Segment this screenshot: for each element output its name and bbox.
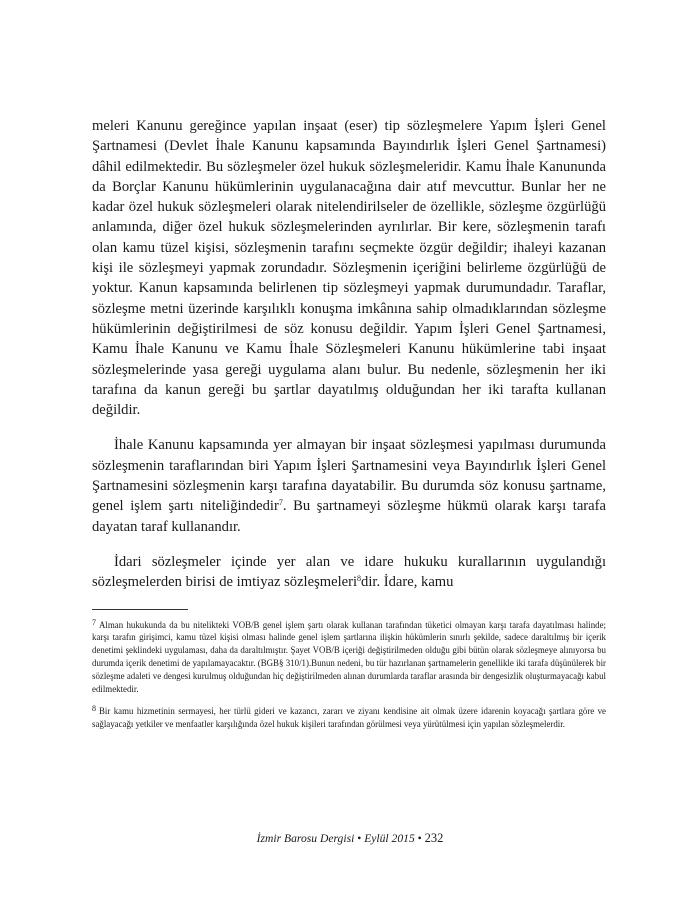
footnote-number: 8 xyxy=(92,703,96,713)
footnote-text: Alman hukukunda da bu nitelikteki VOB/B genel işlem şartı olarak kullanan tarafından tüketici olmayan karşı tarafa dayatılması halinde; karşı tarafın girişimci, kamu tüzel kişisi olması halinde genel işlem şartlarına ilişkin hükümlerin sınırlı şekilde, sadece daraltılmış bir içerik denetimi şeklindeki uygulaması, daha da daraltılmıştır. Şayet VOB/B içeriği değiştirilmeden olduğu gibi bütün olarak sözleşmeye alınıyorsa bu durumda içerik denetimi de yapılamayacaktır. (BGB§ 310/1).Bunun nedeni, bu tür hazırlanan şartnamelerin genellikle iki tarafa düşünülerek bir sözleşme adaleti ve dengesi kurulmuş olduğundan hiç değiştirilmeden alınan durumlarda taraflar arasında bir dengesizlik oluşturmayacağı kabul edilmektedir. xyxy=(92,619,606,695)
footer-separator: • xyxy=(417,832,422,845)
footnote-7 xyxy=(92,617,606,696)
journal-name: İzmir Barosu Dergisi xyxy=(256,832,355,845)
page-footer xyxy=(0,831,700,846)
paragraph-3-text: İdari sözleşmeler içinde yer alan ve idare hukuku kurallarının uygulandığı sözleşmelerden birisi de imtiyaz sözleşmeleri xyxy=(92,553,606,591)
paragraph-2-text-end: . Bu şartnameyi sözleşme hükmü olarak karşı tarafa dayatan taraf kullanandır. xyxy=(92,498,606,535)
footer-separator: • xyxy=(357,832,362,845)
page-content xyxy=(92,116,606,731)
footnote-text: Bir kamu hizmetinin sermayesi, her türlü gideri ve kazancı, zararı ve ziyanı kendisine ait olmak üzere idarenin koyacağı şartlara göre ve sağlayacağı yetkiler ve menfaatler karşılığında özel hukuk kişileri tarafından görülmesi veya yürütülmesi için yapılan sözleşmelerdir. xyxy=(92,705,606,729)
body-paragraph-3 xyxy=(92,552,606,593)
body-paragraph-1: meleri Kanunu gereğince yapılan inşaat (eser) tip sözleşmelere Yapım İşleri Genel Şartnamesi (Devlet İhale Kanunu kapsamında Bayındırlık İşleri Genel Şartnamesi) dâhil edilmektedir. Bu sözleşmeler özel hukuk sözleşmeleridir. Kamu İhale Kanununda da Borçlar Kanunu hükümlerinin uygulanacağına dair atıf mevcuttur. Bunlar her ne kadar özel hukuk sözleşmeleri olarak nitelendirilseler de özellikle, sözleşme özgürlüğü anlamında, diğer özel hukuk sözleşmelerinden ayrılırlar. Bir kere, sözleşmenin tarafı olan kamu tüzel kişisi, sözleşmenin tarafını seçmekte özgür değildir; ihaleyi kazanan kişi ile sözleşmeyi yapmak zorundadır. Sözleşmenin içeriğini belirleme özgürlüğü de yoktur. Kanun kapsamında belirlenen tip sözleşmeyi yapmak durumundadır. Taraflar, sözleşme metni üzerinde karşılıklı konuşma imkânına sahip olmadıklarından sözleşme hükümlerinin değiştirilmesi de söz konusu değildir. Yapım İşleri Genel Şartnamesi, Kamu İhale Kanunu ve Kamu İhale Sözleşmeleri Kanunu hükümlerine tabi inşaat sözleşmelerinde yasa gereği uygulama alanı bulur. Bu nedenle, sözleşmenin her iki tarafına da kanun gereği bu şartlar dayatılmış olduğundan her iki tarafta kullanan değildir. xyxy=(92,118,606,419)
footnote-8 xyxy=(92,703,606,731)
paragraph-3-text-end: dir. İdare, kamu xyxy=(361,574,454,591)
body-paragraph-2 xyxy=(92,435,606,536)
footnote-number: 7 xyxy=(92,617,96,627)
page-number: 232 xyxy=(424,831,444,845)
footnote-ref-8[interactable]: 8 xyxy=(357,574,362,584)
footnote-ref-7[interactable]: 7 xyxy=(278,498,283,508)
paragraph-2-text: İhale Kanunu kapsamında yer almayan bir inşaat sözleşmesi yapılması durumunda sözleşmenin taraflarından biri Yapım İşleri Şartnamesini veya Bayındırlık İşleri Genel Şartnamesini sözleşmenin karşı tarafına dayatabilir. Bu durumda söz konusu şartname, genel işlem şartı niteliğindedir xyxy=(92,437,606,515)
issue-date: Eylül 2015 xyxy=(364,832,415,845)
footnote-divider xyxy=(92,609,188,610)
